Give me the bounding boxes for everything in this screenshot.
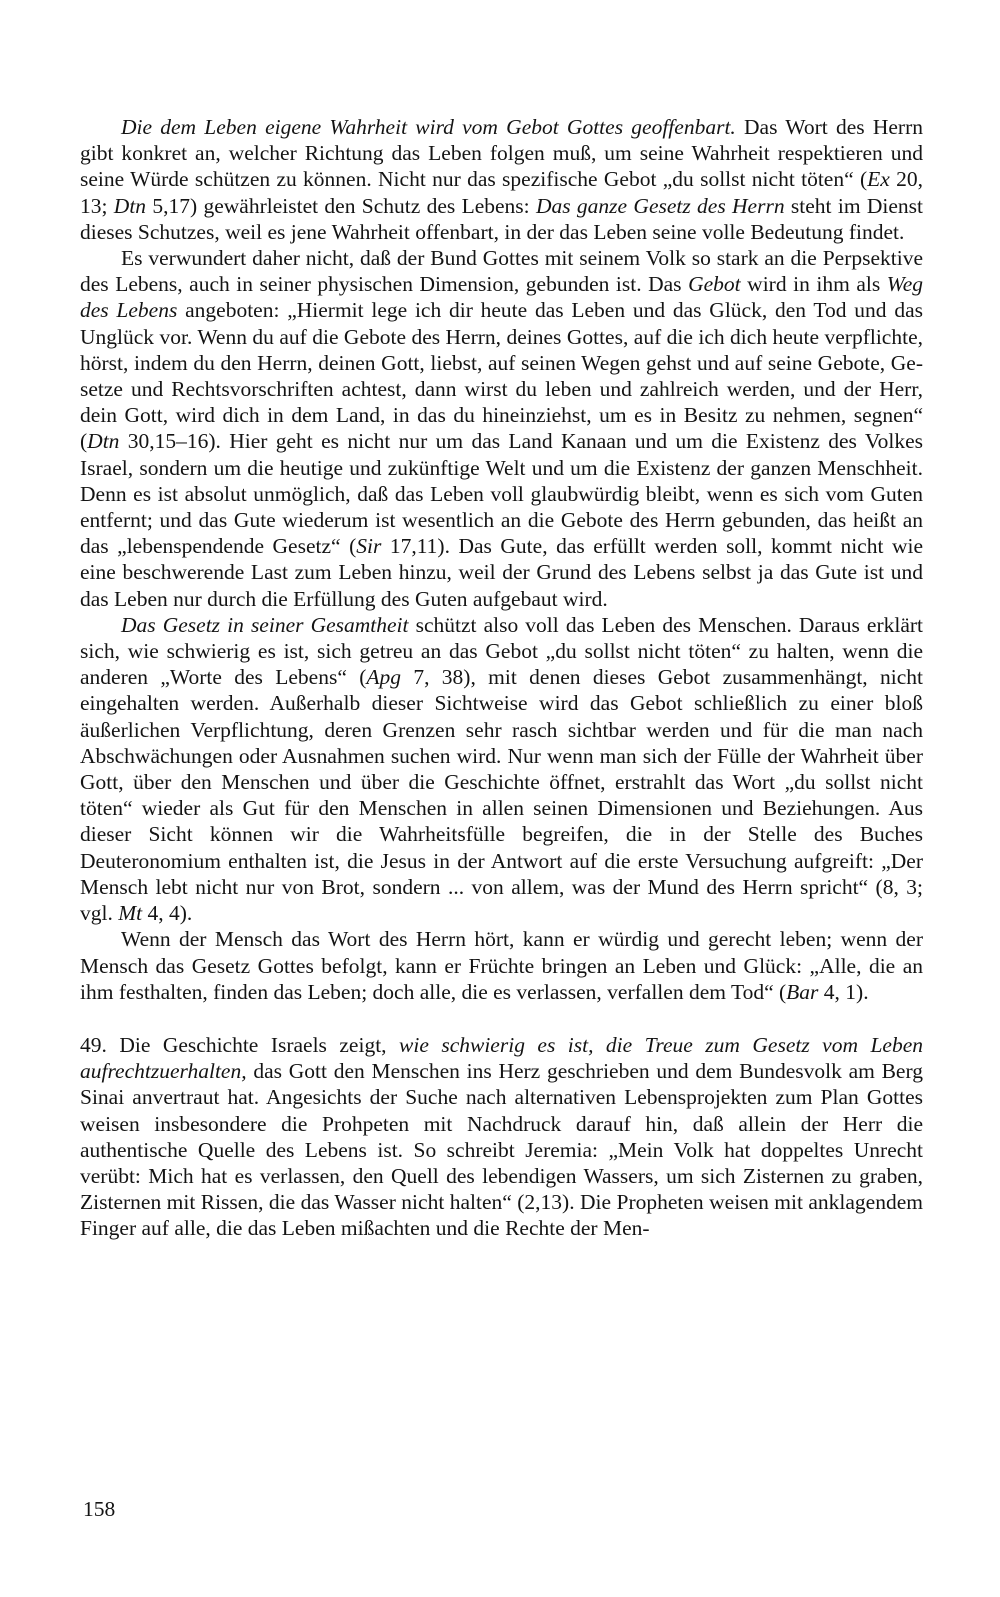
body-text: 5,17) gewährleistet den Schutz des Lebens: <box>146 193 536 218</box>
body-text: steht im Dienst dieses Schutzes, weil es jene Wahrheit offenbart, in der das Leben seine volle Bedeutung findet. <box>80 193 923 244</box>
emphasis-text: Gebot <box>688 272 741 297</box>
emphasis-text: Das ganze Gesetz des Herrn <box>535 193 785 218</box>
paragraph-49 <box>80 1032 923 1242</box>
body-text: 20, 13; <box>80 167 924 218</box>
body-text: schützt also voll das Leben des Menschen. Daraus erklärt sich, wie schwierig es ist, sich getreu an das Gebot „du sollst nicht töten“ zu halten, wenn die anderen „Worte des Lebens“ ( <box>80 612 924 690</box>
emphasis-text: wie schwierig es ist, die Treue zum Gesetz vom Leben aufrechtzuerhalten, <box>80 1032 924 1084</box>
body-text: 7, 38), mit denen dieses Gebot zusammenhängt, nicht eingehalten werden. Außerhalb dieser Sichtweise wird das Gebot schließlich zu einer bloß äußerlichen Verpflichtung, deren Grenzen sehr rasch sichtbar werden und für die man nach Abschwächungen oder Ausnahmen suchen wird. Nur wenn man sich der Fülle der Wahrheit über Gott, über den Menschen und über die Geschichte öffnet, erstrahlt das Wort „du sollst nicht töten“ wieder als Gut für den Menschen in allen seinen Dimensionen und Beziehungen. Aus dieser Sicht können wir die Wahrheitsfülle begreifen, die in der Stelle des Buches Deuteronomium enthalten ist, die Jesus in der Antwort auf die erste Versuchung aufgreift: „Der Mensch lebt nicht nur von Brot, sondern ... von allem, was der Mund des Herrn spricht“ (8, 3; vgl. <box>80 665 923 926</box>
body-text: angeboten: „Hiermit lege ich dir heute das Leben und das Glück, den Tod und das Unglück vor. Wenn du auf die Gebote des Herrn, deines Gottes, auf die ich dich heute verpflichte, hörst, indem du den Herrn, deinen Gott, liebst, auf seinen Wegen gehst und auf seine Gebote, Gesetze und Rechtsvorschriften achtest, dann wirst du leben und zahlreich werden, und der Herr, dein Gott, wird dich in dem Land, in das du hineinziehst, um es in Besitz zu nehmen, segnen“ ( <box>80 298 923 454</box>
body-text: wird in ihm als <box>740 272 887 297</box>
page-number: 158 <box>83 1497 116 1521</box>
paragraph-1 <box>80 114 923 245</box>
citation-book: Dtn <box>87 429 120 454</box>
emphasis-text: Weg des Lebens <box>80 272 924 323</box>
body-text: das Gott den Menschen ins Herz geschrieben und dem Bundesvolk am Berg Sinai anvertraut hat. Angesichts der Suche nach alternativen Lebensprojekten zum Plan Gottes weisen insbesondere die Prohpeten mit Nachdruck darauf hin, daß allein der Herr die authentische Quelle des Lebens ist. So schreibt Jeremia: „Mein Volk hat doppeltes Unrecht verübt: Mich hat es verlassen, den Quell des lebendigen Wassers, um sich Zisternen zu graben, Zisternen mit Rissen, die das Wasser nicht halten“ (2,13). Die Propheten weisen mit anklagendem Finger auf alle, die das Leben mißachten und die Rechte der Men- <box>80 1059 923 1241</box>
body-text: 49. Die Geschichte Israels zeigt, <box>80 1032 400 1057</box>
emphasis-text: Das Gesetz in seiner Gesamtheit <box>121 612 409 637</box>
page-body <box>80 114 923 1242</box>
citation-book: Dtn <box>113 193 147 218</box>
body-text: Wenn der Mensch das Wort des Herrn hört, kann er würdig und gerecht leben; wenn der Mensch das Gesetz Gottes befolgt, kann er Früchte bringen an Leben und Glück: „Alle, die an ihm festhalten, finden das Leben; doch alle, die es verlassen, verfallen dem Tod“ ( <box>80 927 923 1004</box>
body-text: 4, 4). <box>142 901 193 926</box>
emphasis-text: Die dem Leben eigene Wahrheit wird vom Gebot Gottes geoffenbart. <box>121 115 736 139</box>
citation-book: Apg <box>366 665 401 690</box>
citation-book: Ex <box>867 167 890 192</box>
body-text: Das Wort des Herrn gibt konkret an, welcher Richtung das Leben folgen muß, um seine Wahrheit respektieren und seine Würde schützen zu können. Nicht nur das spezifische Gebot „du sollst nicht töten“ ( <box>80 115 923 192</box>
paragraph-2 <box>80 245 923 612</box>
citation-book: Sir <box>356 534 382 559</box>
citation-book: Mt <box>118 901 143 926</box>
body-text: Es verwundert daher nicht, daß der Bund Gottes mit seinem Volk so stark an die Perpsektive des Lebens, auch in seiner physischen Dimension, gebunden ist. Das <box>80 246 923 297</box>
body-text: 17,11). Das Gute, das erfüllt werden soll, kommt nicht wie eine beschwerende Last zum Leben hinzu, weil der Grund des Lebens selbst ja das Gute ist und das Leben nur durch die Erfüllung des Guten aufgebaut wird. <box>80 534 923 611</box>
body-text: 4, 1). <box>818 979 869 1004</box>
paragraph-3 <box>80 612 923 926</box>
paragraph-4 <box>80 926 923 1005</box>
citation-book: Bar <box>786 979 819 1004</box>
body-text: 30,15–16). Hier geht es nicht nur um das Land Kanaan und um die Existenz des Volkes Israel, sondern um die heutige und zukünftige Welt und um die Existenz der ganzen Menschheit. Denn es ist absolut unmöglich, daß das Leben voll glaubwürdig bleibt, wenn es sich vom Guten entfernt; und das Gute wiederum ist wesentlich an die Gebote des Herrn gebunden, das heißt an das „lebenspendende Gesetz“ ( <box>80 429 923 559</box>
